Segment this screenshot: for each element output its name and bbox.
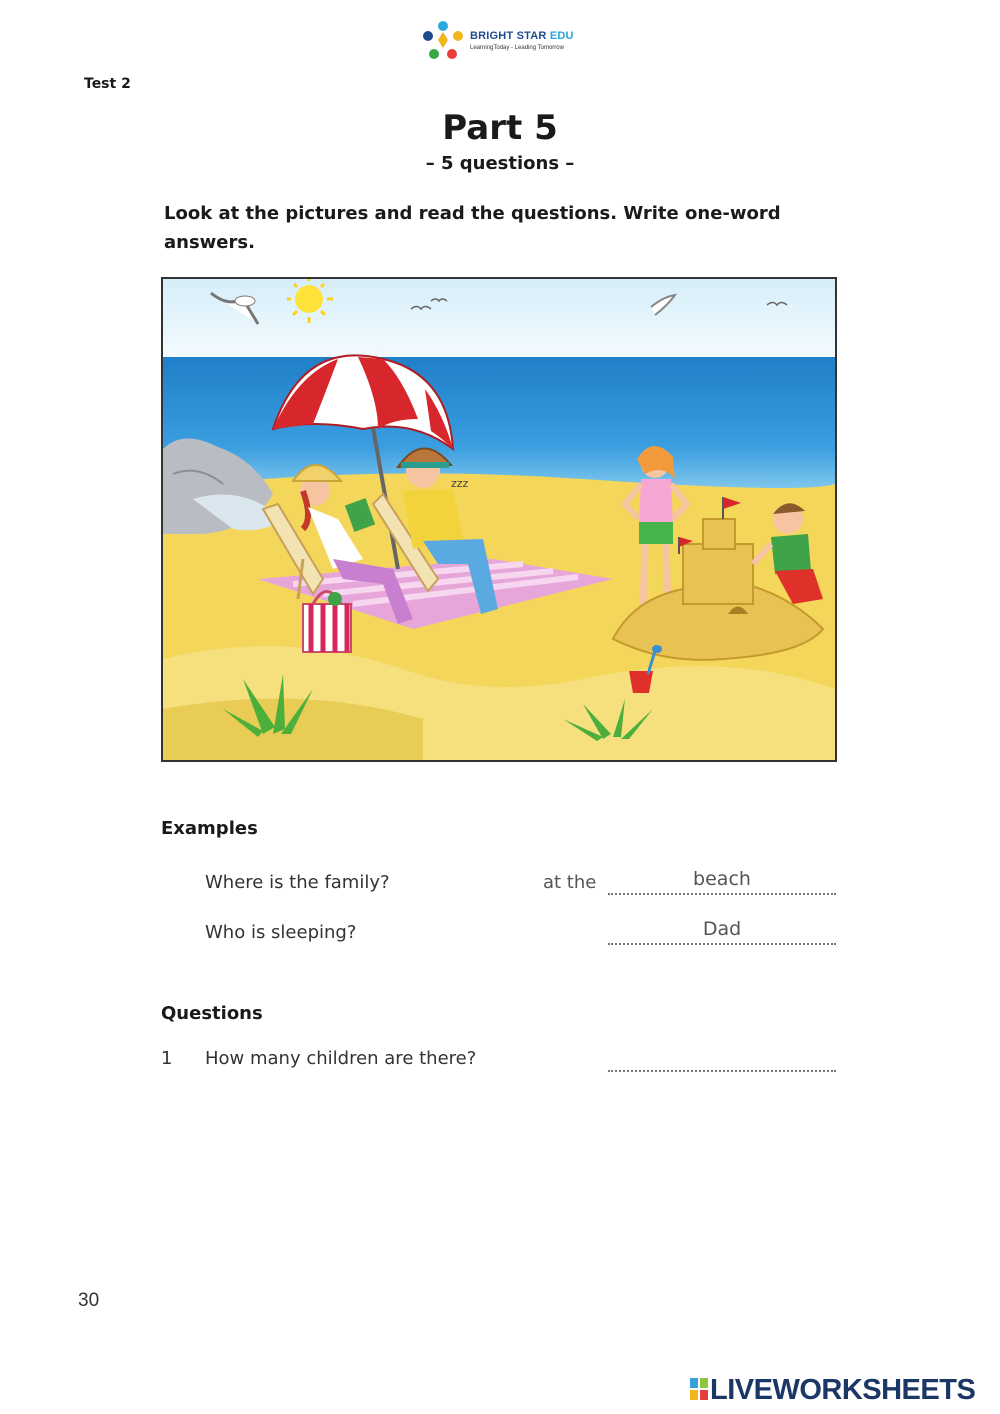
liveworksheets-grid-icon [690, 1378, 708, 1400]
beach-illustration [161, 277, 837, 762]
star-logo-icon [420, 18, 466, 64]
example-question-2: Who is sleeping? [205, 922, 357, 943]
brand-logo [420, 18, 590, 64]
example-question-1: Where is the family? [205, 872, 390, 893]
answer-input-1[interactable] [608, 1050, 836, 1072]
page-number: 30 [78, 1290, 100, 1311]
brand-name: BRIGHT STAR EDU [470, 30, 574, 42]
liveworksheets-wordmark: LIVEWORKSHEETS [710, 1374, 976, 1406]
page-subtitle: – 5 questions – [425, 153, 575, 174]
examples-heading: Examples [161, 818, 258, 839]
sky [163, 279, 835, 359]
sleep-text: zzz [451, 477, 469, 490]
question-number-1: 1 [161, 1048, 173, 1069]
example-prefix-1: at the [543, 872, 597, 893]
brand-tagline: LearningToday - Leading Tomorrow [470, 45, 564, 51]
liveworksheets-logo [690, 1374, 990, 1404]
questions-heading: Questions [161, 1003, 263, 1024]
test-label: Test 2 [84, 76, 131, 92]
instructions-text: Look at the pictures and read the questions. Write one-word answers. [164, 203, 781, 253]
page-title: Part 5 [442, 108, 558, 148]
example-answer-2: Dad [702, 918, 742, 940]
example-answer-1: beach [693, 868, 751, 890]
question-text-1: How many children are there? [205, 1048, 477, 1069]
